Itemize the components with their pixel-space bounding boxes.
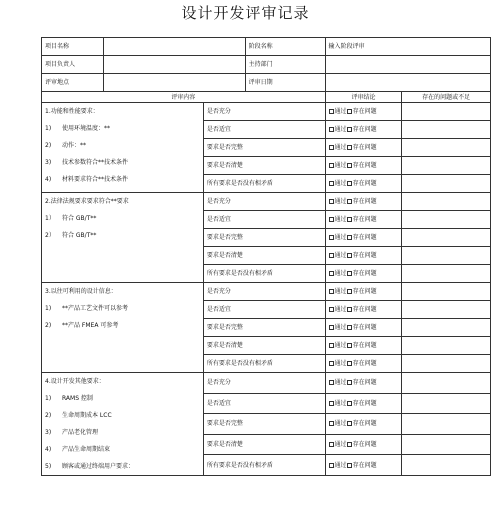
pass-label: 通过 — [334, 198, 347, 205]
pass-checkbox[interactable] — [329, 235, 334, 240]
conclusion-cell — [325, 393, 402, 414]
content-line — [42, 407, 203, 424]
conclusion-cell — [325, 157, 402, 175]
issue-checkbox[interactable] — [347, 463, 352, 468]
pass-checkbox[interactable] — [329, 145, 334, 150]
stage-name-field[interactable]: 输入阶段评审 — [325, 38, 490, 56]
pass-checkbox[interactable] — [329, 181, 334, 186]
content-line — [42, 210, 203, 227]
issue-label: 存在问题 — [352, 461, 377, 469]
conclusion-cell — [325, 337, 402, 355]
project-lead-label: 项目负责人 — [42, 56, 104, 74]
issue-checkbox[interactable] — [347, 289, 352, 294]
issue-label: 存在问题 — [352, 420, 377, 428]
page-title: 设计开发评审记录 — [181, 4, 310, 22]
issue-checkbox[interactable] — [347, 181, 352, 186]
pass-label: 通过 — [334, 126, 347, 133]
content-line-text: 使用环境温度：** — [62, 125, 111, 132]
section-content — [42, 283, 204, 373]
content-line — [42, 441, 203, 458]
issues-cell[interactable] — [402, 373, 491, 394]
issue-label: 存在问题 — [352, 144, 377, 151]
issue-label: 存在问题 — [352, 252, 377, 259]
pass-checkbox[interactable] — [329, 217, 334, 222]
content-line-number: 3) — [45, 159, 52, 166]
content-line-text: RAMS 控制 — [62, 395, 93, 402]
criterion-label: 所有要求是否没有相矛盾 — [203, 455, 325, 476]
issue-checkbox[interactable] — [347, 127, 352, 132]
pass-checkbox[interactable] — [329, 343, 334, 348]
stage-name-label: 阶段名称 — [245, 38, 325, 56]
conclusion-cell — [325, 283, 402, 301]
issues-cell[interactable] — [402, 121, 491, 139]
criterion-label: 要求是否完整 — [203, 414, 325, 435]
issue-checkbox[interactable] — [347, 401, 352, 406]
conclusion-cell — [325, 319, 402, 337]
project-lead-field[interactable] — [104, 56, 245, 74]
issue-label: 存在问题 — [352, 306, 377, 313]
conclusion-cell — [325, 414, 402, 435]
issues-cell[interactable] — [402, 175, 491, 193]
content-line-text: 产品老化管理 — [62, 429, 99, 436]
criterion-label: 是否适宜 — [203, 211, 325, 229]
pass-label: 通过 — [334, 252, 347, 259]
content-line-number: 1) — [45, 125, 52, 132]
content-line-text: 1.功能和性能要求： — [45, 108, 99, 115]
issues-cell[interactable] — [402, 157, 491, 175]
content-line-number: 1） — [45, 215, 55, 222]
content-line — [42, 373, 203, 390]
column-header-content: 评审内容 — [42, 92, 326, 103]
conclusion-cell — [325, 139, 402, 157]
host-dept-field[interactable] — [325, 56, 490, 74]
content-line-number: 4) — [45, 446, 52, 453]
criterion-label: 所有要求是否没有相矛盾 — [203, 175, 325, 193]
review-row — [42, 103, 491, 121]
pass-label: 通过 — [334, 234, 347, 241]
issues-cell[interactable] — [402, 355, 491, 373]
pass-checkbox[interactable] — [329, 109, 334, 114]
conclusion-cell — [325, 175, 402, 193]
content-line — [42, 137, 203, 154]
issue-checkbox[interactable] — [347, 380, 352, 385]
host-dept-label: 主持部门 — [245, 56, 325, 74]
pass-label: 通过 — [334, 360, 347, 367]
criterion-label: 所有要求是否没有相矛盾 — [203, 265, 325, 283]
issues-cell[interactable] — [402, 434, 491, 455]
issue-checkbox[interactable] — [347, 199, 352, 204]
content-line — [42, 458, 203, 475]
issue-label: 存在问题 — [352, 324, 377, 331]
issue-checkbox[interactable] — [347, 442, 352, 447]
pass-label: 通过 — [334, 180, 347, 187]
conclusion-cell — [325, 121, 402, 139]
issue-checkbox[interactable] — [347, 217, 352, 222]
review-row — [42, 193, 491, 211]
content-line-text: 3.以往可利用的设计信息： — [45, 288, 117, 295]
column-header-issues: 存在的问题或不足 — [402, 92, 491, 103]
content-line-number: 2) — [45, 142, 52, 149]
conclusion-cell — [325, 247, 402, 265]
issues-cell[interactable] — [402, 414, 491, 435]
pass-label: 通过 — [334, 144, 347, 151]
pass-checkbox[interactable] — [329, 253, 334, 258]
issue-label: 存在问题 — [352, 342, 377, 349]
conclusion-cell — [325, 229, 402, 247]
issue-checkbox[interactable] — [347, 109, 352, 114]
content-line-text: 产品生命周期结束 — [62, 446, 111, 453]
issue-label: 存在问题 — [352, 198, 377, 205]
criterion-label: 要求是否清楚 — [203, 434, 325, 455]
pass-label: 通过 — [334, 441, 347, 449]
issues-cell[interactable] — [402, 337, 491, 355]
issue-label: 存在问题 — [352, 162, 377, 169]
project-name-label: 项目名称 — [42, 38, 104, 56]
pass-label: 通过 — [334, 461, 347, 469]
issue-checkbox[interactable] — [347, 253, 352, 258]
issue-label: 存在问题 — [352, 441, 377, 449]
criterion-label: 是否充分 — [203, 103, 325, 121]
issue-checkbox[interactable] — [347, 307, 352, 312]
review-date-label: 评审日期 — [245, 74, 325, 92]
section-content — [42, 193, 204, 283]
pass-label: 通过 — [334, 399, 347, 407]
content-line — [42, 193, 203, 210]
content-line-text: 顾客或通过终端用户要求： — [62, 463, 135, 470]
issues-cell[interactable] — [402, 301, 491, 319]
conclusion-cell — [325, 355, 402, 373]
issues-cell[interactable] — [402, 211, 491, 229]
content-line-number: 1) — [45, 395, 52, 402]
conclusion-cell — [325, 434, 402, 455]
criterion-label: 要求是否完整 — [203, 229, 325, 247]
review-date-field[interactable] — [325, 74, 490, 92]
conclusion-cell — [325, 103, 402, 121]
pass-checkbox[interactable] — [329, 127, 334, 132]
issue-label: 存在问题 — [352, 288, 377, 295]
pass-label: 通过 — [334, 306, 347, 313]
issue-label: 存在问题 — [352, 180, 377, 187]
content-line-text: 材料要求符合**技术条件 — [62, 176, 129, 183]
content-line-text: 技术参数符合**技术条件 — [62, 159, 129, 166]
content-line-number: 5) — [45, 463, 52, 470]
criterion-label: 要求是否完整 — [203, 139, 325, 157]
issue-label: 存在问题 — [352, 379, 377, 387]
content-line — [42, 227, 203, 244]
section-content — [42, 373, 204, 476]
pass-checkbox[interactable] — [329, 361, 334, 366]
pass-label: 通过 — [334, 108, 347, 115]
issues-cell[interactable] — [402, 393, 491, 414]
pass-label: 通过 — [334, 379, 347, 387]
issues-cell[interactable] — [402, 319, 491, 337]
review-location-field[interactable] — [104, 74, 245, 92]
content-line-text: **产品工艺文件可以参考 — [62, 305, 129, 312]
criterion-label: 是否充分 — [203, 373, 325, 394]
issue-label: 存在问题 — [352, 399, 377, 407]
content-line-text: 4.设计开发其他要求： — [45, 378, 105, 385]
pass-checkbox[interactable] — [329, 163, 334, 168]
issue-checkbox[interactable] — [347, 235, 352, 240]
pass-label: 通过 — [334, 342, 347, 349]
content-line-text: **产品 FMEA 可参考 — [62, 322, 119, 329]
content-line-number: 3) — [45, 429, 52, 436]
criterion-label: 要求是否清楚 — [203, 337, 325, 355]
content-line — [42, 154, 203, 171]
criterion-label: 是否充分 — [203, 283, 325, 301]
pass-label: 通过 — [334, 420, 347, 428]
content-line — [42, 424, 203, 441]
issue-checkbox[interactable] — [347, 145, 352, 150]
pass-checkbox[interactable] — [329, 380, 334, 385]
issue-label: 存在问题 — [352, 216, 377, 223]
pass-checkbox[interactable] — [329, 401, 334, 406]
issues-cell[interactable] — [402, 283, 491, 301]
conclusion-cell — [325, 193, 402, 211]
review-row — [42, 373, 491, 394]
issue-checkbox[interactable] — [347, 421, 352, 426]
pass-label: 通过 — [334, 270, 347, 277]
pass-checkbox[interactable] — [329, 289, 334, 294]
project-name-field[interactable] — [104, 38, 245, 56]
criterion-label: 是否适宜 — [203, 301, 325, 319]
content-line-text: 符合 GB/T** — [62, 215, 97, 222]
issues-cell[interactable] — [402, 229, 491, 247]
pass-checkbox[interactable] — [329, 271, 334, 276]
pass-checkbox[interactable] — [329, 199, 334, 204]
content-line-number: 1) — [45, 305, 52, 312]
pass-label: 通过 — [334, 324, 347, 331]
conclusion-cell — [325, 211, 402, 229]
issue-checkbox[interactable] — [347, 343, 352, 348]
issue-checkbox[interactable] — [347, 271, 352, 276]
issue-label: 存在问题 — [352, 360, 377, 367]
content-line — [42, 300, 203, 317]
criterion-label: 要求是否清楚 — [203, 157, 325, 175]
conclusion-cell — [325, 373, 402, 394]
conclusion-cell — [325, 265, 402, 283]
pass-checkbox[interactable] — [329, 442, 334, 447]
content-line-number: 4) — [45, 176, 52, 183]
content-line — [42, 171, 203, 188]
content-line — [42, 317, 203, 334]
issue-checkbox[interactable] — [347, 325, 352, 330]
review-table — [41, 37, 491, 476]
content-line — [42, 103, 203, 120]
content-line-number: 2) — [45, 412, 52, 419]
content-line — [42, 120, 203, 137]
pass-checkbox[interactable] — [329, 325, 334, 330]
issues-cell[interactable] — [402, 247, 491, 265]
issues-cell[interactable] — [402, 193, 491, 211]
issue-label: 存在问题 — [352, 234, 377, 241]
issues-cell[interactable] — [402, 455, 491, 476]
column-header-conclusion: 评审结论 — [325, 92, 402, 103]
criterion-label: 是否充分 — [203, 193, 325, 211]
conclusion-cell — [325, 455, 402, 476]
pass-checkbox[interactable] — [329, 307, 334, 312]
pass-checkbox[interactable] — [329, 421, 334, 426]
issue-label: 存在问题 — [352, 108, 377, 115]
criterion-label: 是否适宜 — [203, 393, 325, 414]
issue-checkbox[interactable] — [347, 163, 352, 168]
criterion-label: 要求是否完整 — [203, 319, 325, 337]
criterion-label: 是否适宜 — [203, 121, 325, 139]
content-line-number: 2) — [45, 322, 52, 329]
issue-label: 存在问题 — [352, 270, 377, 277]
issues-cell[interactable] — [402, 139, 491, 157]
issue-checkbox[interactable] — [347, 361, 352, 366]
content-line — [42, 390, 203, 407]
content-line-number: 2） — [45, 232, 55, 239]
pass-label: 通过 — [334, 162, 347, 169]
issues-cell[interactable] — [402, 265, 491, 283]
issue-label: 存在问题 — [352, 126, 377, 133]
content-line — [42, 283, 203, 300]
issues-cell[interactable] — [402, 103, 491, 121]
content-line-text: 符合 GB/T** — [62, 232, 97, 239]
pass-label: 通过 — [334, 288, 347, 295]
section-content — [42, 103, 204, 193]
content-line-text: 2.法律法规要求要求符合**要求 — [45, 198, 129, 205]
conclusion-cell — [325, 301, 402, 319]
content-line-text: 动作：** — [62, 142, 87, 149]
pass-label: 通过 — [334, 216, 347, 223]
criterion-label: 要求是否清楚 — [203, 247, 325, 265]
review-location-label: 评审地点 — [42, 74, 104, 92]
review-row — [42, 283, 491, 301]
pass-checkbox[interactable] — [329, 463, 334, 468]
criterion-label: 所有要求是否没有相矛盾 — [203, 355, 325, 373]
content-line-text: 生命周期成本 LCC — [62, 412, 112, 419]
